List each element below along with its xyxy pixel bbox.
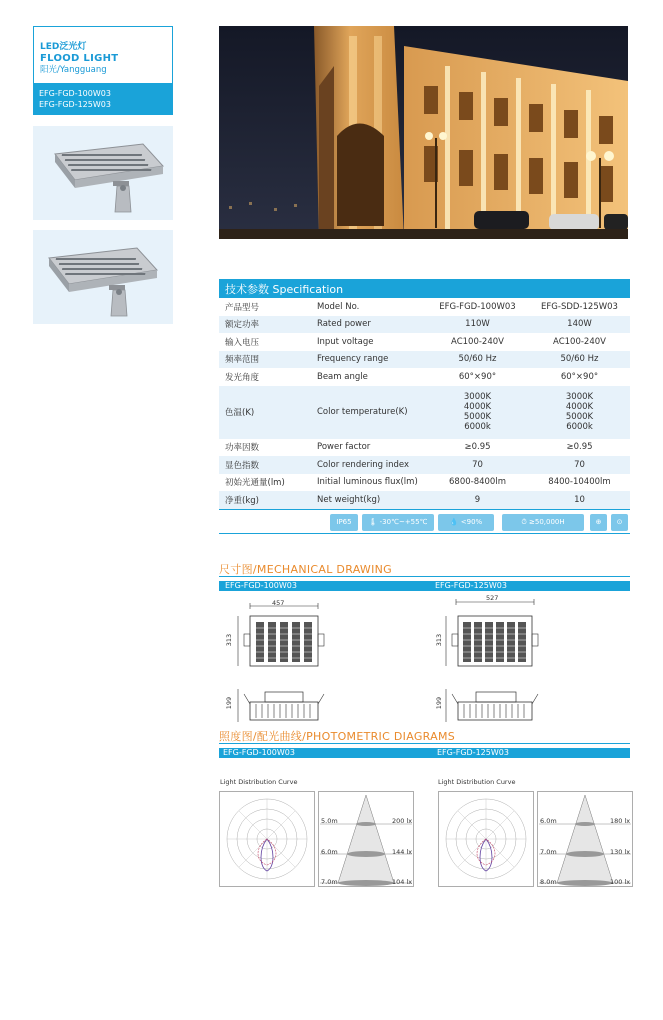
- curve-label: Light Distribution Curve: [438, 778, 516, 786]
- spec-cell: 输入电压: [225, 337, 260, 348]
- polar-curve-a: [219, 791, 315, 887]
- spec-cell: 发光角度: [225, 372, 260, 383]
- table-row: [219, 474, 630, 492]
- humidity-value: <90%: [460, 518, 483, 526]
- lux-label: 144 lx: [392, 848, 413, 856]
- distance-label: 7.0m: [540, 848, 557, 856]
- width-dimension: 457: [272, 599, 285, 607]
- spec-cell: AC100-240V: [553, 336, 606, 347]
- spec-cell: Initial luminous flux(lm): [317, 477, 418, 488]
- distance-label: 7.0m: [321, 878, 338, 886]
- divider: [219, 576, 630, 577]
- product-title-cn: LED泛光灯: [40, 42, 87, 52]
- spec-cell: 110W: [426, 316, 529, 334]
- spec-table: [219, 298, 630, 509]
- spec-cell: 色温(K): [219, 386, 311, 439]
- spec-cell: 初始光通量(lm): [225, 478, 285, 489]
- spec-cell-line: 5000K: [463, 412, 492, 422]
- spec-cell: ≥0.95: [464, 442, 491, 453]
- distance-label: 5.0m: [321, 817, 338, 825]
- spec-cell-line: 5000K: [565, 412, 594, 422]
- application-photo: [219, 26, 628, 239]
- product-title-box: [33, 26, 173, 83]
- model-list-box: [33, 83, 173, 115]
- model-label: EFG-FGD-125W03: [435, 581, 507, 590]
- spec-cell: AC100-240V: [451, 336, 504, 347]
- ip-badge: IP65: [330, 514, 358, 531]
- spec-cell-line: 6000k: [566, 422, 593, 432]
- divider: [219, 743, 630, 744]
- spec-cell: Frequency range: [311, 351, 426, 369]
- certification-icon: ⊕: [590, 514, 607, 531]
- model-label: EFG-FGD-125W03: [437, 748, 509, 757]
- flood-light-image: [33, 230, 173, 324]
- spec-cell: 8400-10400lm: [548, 477, 611, 488]
- spec-cell: Model No.: [317, 301, 360, 312]
- spec-cell: 140W: [529, 316, 630, 334]
- spec-cell: Power factor: [317, 442, 371, 453]
- photometric-model-bar: [219, 748, 630, 758]
- table-row: [219, 456, 630, 474]
- photometric-title: 照度图/配光曲线/PHOTOMETRIC DIAGRAMS: [219, 730, 456, 743]
- product-image-panel-2: [33, 230, 173, 324]
- spec-cell: Input voltage: [317, 336, 374, 347]
- mechanical-drawing-a: [220, 594, 330, 729]
- spec-cell: EFG-FGD-100W03: [439, 301, 516, 312]
- spec-cell: 60°×90°: [560, 371, 599, 382]
- thermometer-icon: 🌡: [368, 518, 378, 526]
- spec-cell: Net weight(kg): [311, 491, 426, 509]
- spec-cell: ≥0.95: [566, 442, 593, 453]
- spec-cell-line: 4000K: [565, 402, 594, 412]
- depth-dimension: 199: [225, 696, 234, 710]
- table-row: [219, 351, 630, 369]
- table-row: [219, 491, 630, 509]
- spec-cell: Color temperature(K): [311, 386, 426, 439]
- width-dimension: 527: [486, 594, 499, 602]
- spec-cell-line: 6000k: [464, 422, 491, 432]
- spec-cell: 50/60 Hz: [529, 351, 630, 369]
- height-dimension: 313: [225, 633, 234, 647]
- mechanical-model-bar: [219, 581, 630, 591]
- spec-cell-line: 3000K: [565, 392, 594, 402]
- table-row: [219, 368, 630, 386]
- lux-label: 200 lx: [392, 817, 413, 825]
- polar-curve-b: [438, 791, 534, 887]
- model-label: EFG-FGD-100W03: [223, 748, 295, 757]
- lifetime-badge: [502, 514, 584, 531]
- spec-cell: [426, 386, 529, 439]
- spec-cell: 频率范围: [219, 351, 311, 369]
- distance-label: 8.0m: [540, 878, 557, 886]
- spec-cell: 产品型号: [225, 302, 260, 313]
- spec-cell: 10: [529, 491, 630, 509]
- spec-cell: 70: [426, 456, 529, 474]
- humidity-badge: [438, 514, 494, 531]
- drawing-svg: [220, 594, 330, 729]
- spec-cell: 50/60 Hz: [426, 351, 529, 369]
- ce-mark-icon: ⊙: [611, 514, 628, 531]
- spec-cell: 6800-8400lm: [449, 477, 506, 488]
- model-label: EFG-FGD-100W03: [225, 581, 297, 590]
- spec-cell-line: 4000K: [463, 402, 492, 412]
- mechanical-drawing-b: [430, 594, 550, 729]
- table-row: [219, 439, 630, 457]
- night-building-photo: [219, 26, 628, 239]
- product-image-panel-1: [33, 126, 173, 220]
- temperature-value: -30℃~+55℃: [379, 518, 428, 526]
- table-row: [219, 298, 630, 316]
- product-brand: 阳光/Yangguang: [40, 65, 107, 75]
- divider: [219, 509, 630, 510]
- lux-label: 130 lx: [610, 848, 631, 856]
- model-item: EFG-FGD-100W03: [39, 89, 111, 98]
- spec-cell: 60°×90°: [458, 371, 497, 382]
- lux-label: 180 lx: [610, 817, 631, 825]
- water-drop-icon: 💧: [449, 518, 459, 526]
- lifetime-value: ≥50,000H: [529, 518, 565, 526]
- distance-label: 6.0m: [540, 817, 557, 825]
- distance-label: 6.0m: [321, 848, 338, 856]
- spec-cell: 净重(kg): [219, 491, 311, 509]
- drawing-svg: [430, 594, 550, 729]
- model-item: EFG-FGD-125W03: [39, 100, 111, 109]
- spec-header: 技术参数 Specification: [219, 279, 630, 298]
- product-title-en: FLOOD LIGHT: [40, 53, 119, 64]
- divider: [219, 533, 630, 534]
- spec-cell: Rated power: [311, 316, 426, 334]
- spec-cell: 70: [529, 456, 630, 474]
- clock-icon: ⏱: [521, 518, 527, 526]
- spec-cell: Color rendering index: [311, 456, 426, 474]
- spec-cell-line: 3000K: [463, 392, 492, 402]
- table-row: [219, 386, 630, 439]
- table-row: [219, 333, 630, 351]
- height-dimension: 313: [435, 633, 444, 647]
- illuminance-cone-b: [537, 791, 633, 887]
- spec-cell: 9: [426, 491, 529, 509]
- curve-label: Light Distribution Curve: [220, 778, 298, 786]
- spec-cell: 功率因数: [225, 443, 260, 454]
- spec-cell: Beam angle: [317, 371, 368, 382]
- depth-dimension: 199: [435, 696, 444, 710]
- mechanical-drawing-title: 尺寸图/MECHANICAL DRAWING: [219, 563, 392, 576]
- spec-cell: [529, 386, 630, 439]
- flood-light-image: [33, 126, 173, 220]
- temperature-badge: [362, 514, 434, 531]
- illuminance-cone-a: [318, 791, 414, 887]
- spec-cell: 显色指数: [219, 456, 311, 474]
- lux-label: 104 lx: [392, 878, 413, 886]
- spec-cell: 额定功率: [219, 316, 311, 334]
- spec-cell: EFG-SDD-125W03: [541, 301, 618, 312]
- lux-label: 100 lx: [610, 878, 631, 886]
- table-row: [219, 316, 630, 334]
